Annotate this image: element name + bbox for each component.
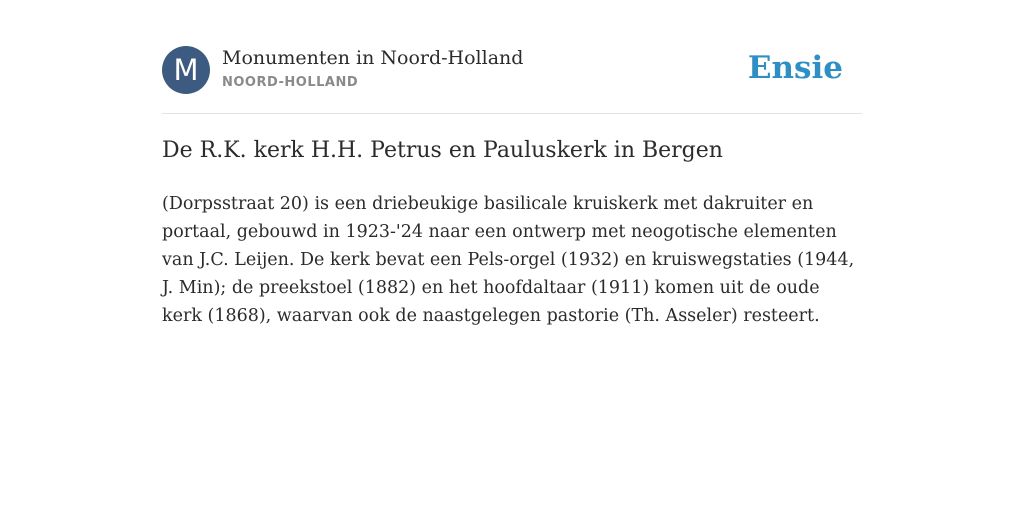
avatar[interactable]: M [162,46,210,94]
source-region: NOORD-HOLLAND [222,75,359,90]
article-body: (Dorpsstraat 20) is een driebeukige basilicale kruiskerk met dakruiter en portaal, gebouwd in 1923-'24 naar een ontwerp met neogotische elementen van J.C. Leijen. De kerk bevat een Pels-orgel (1932) en kruiswegstaties (1944, J. Min); de preekstoel (1882) en het hoofdaltaar (1911) komen uit de oude kerk (1868), waarvan ook de naastgelegen pastorie (Th. Asseler) resteert. [162,194,855,326]
article-title: De R.K. kerk H.H. Petrus en Pauluskerk in Bergen [162,138,723,163]
source-header [162,46,862,96]
ensie-logo[interactable]: Ensie [747,50,843,86]
source-title-link[interactable]: Monumenten in Noord-Holland [222,47,524,69]
divider [162,113,862,114]
